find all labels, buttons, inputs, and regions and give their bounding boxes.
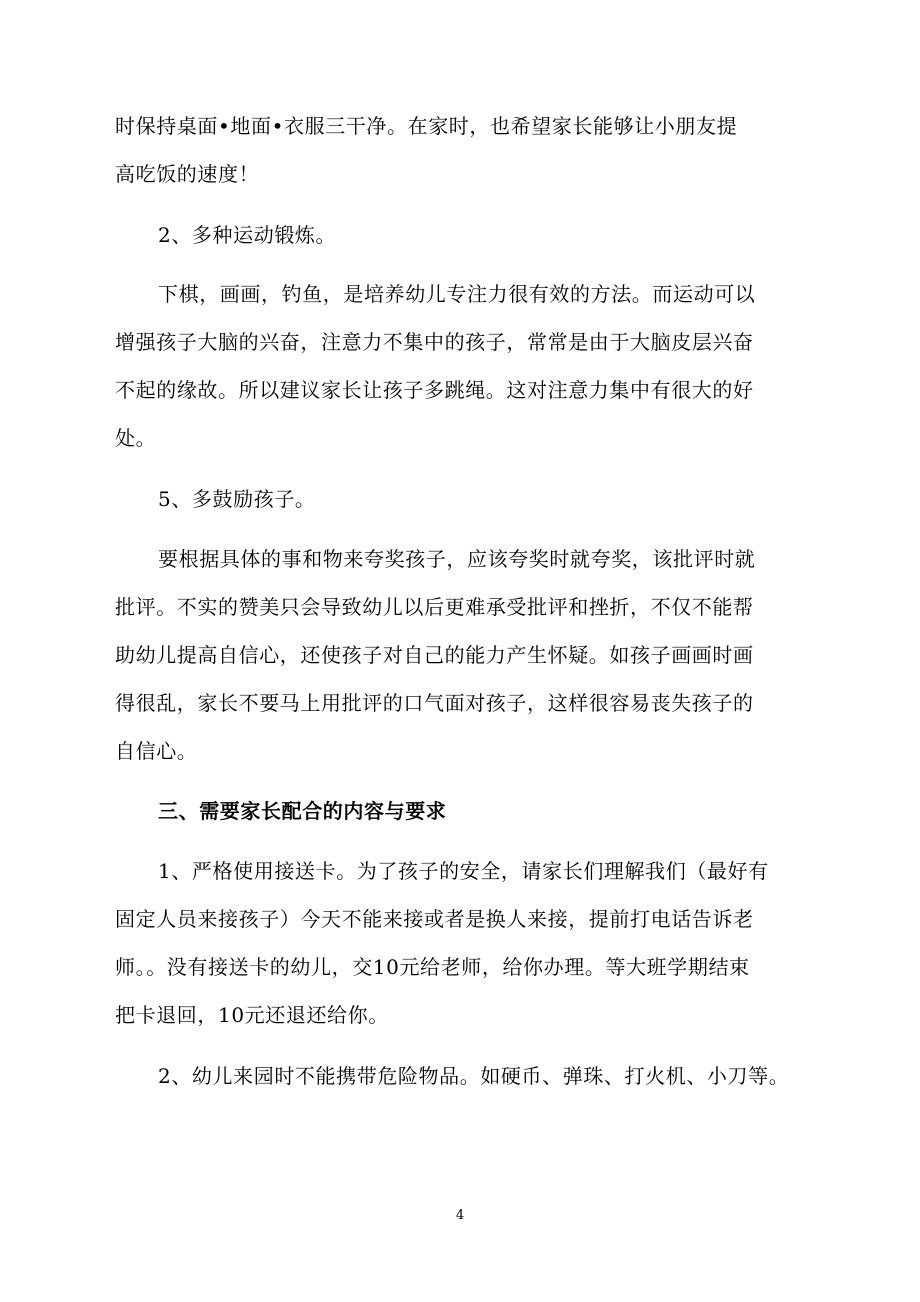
paragraph-line: 要根据具体的事和物来夸奖孩子，应该夸奖时就夸奖，该批评时就 — [158, 547, 756, 571]
paragraph-line: 1、严格使用接送卡。为了孩子的安全，请家长们理解我们（最好有 — [158, 859, 769, 883]
paragraph-line: 师。。没有接送卡的幼儿，交10元给老师，给你办理。等大班学期结束 — [115, 955, 750, 979]
paragraph-line: 下棋，画画，钓鱼，是培养幼儿专注力很有效的方法。而运动可以 — [158, 282, 756, 306]
paragraph-line: 不起的缘故。所以建议家长让孩子多跳绳。这对注意力集中有很大的好 — [115, 378, 754, 402]
section-heading: 三、需要家长配合的内容与要求 — [158, 799, 447, 823]
paragraph-line: 助幼儿提高自信心，还使孩子对自己的能力产生怀疑。如孩子画画时画 — [115, 643, 754, 667]
paragraph-line: 高吃饭的速度！ — [115, 162, 260, 186]
paragraph-line: 把卡退回，10元还退还给你。 — [115, 1003, 389, 1027]
paragraph-line: 得很乱，家长不要马上用批评的口气面对孩子，这样很容易丧失孩子的 — [115, 691, 754, 715]
paragraph-line: 处。 — [115, 426, 157, 450]
section-item-title: 2、多种运动锻炼。 — [158, 223, 337, 247]
paragraph-line: 批评。不实的赞美只会导致幼儿以后更难承受批评和挫折，不仅不能帮 — [115, 595, 754, 619]
section-item-title: 5、多鼓励孩子。 — [158, 487, 316, 511]
paragraph-line: 自信心。 — [115, 739, 198, 763]
paragraph-line: 增强孩子大脑的兴奋，注意力不集中的孩子，常常是由于大脑皮层兴奋 — [115, 330, 754, 354]
paragraph-line: 固定人员来接孩子）今天不能来接或者是换人来接，提前打电话告诉老 — [115, 907, 754, 931]
paragraph-line: 2、幼儿来园时不能携带危险物品。如硬币、弹珠、打火机、小刀等。 — [158, 1064, 790, 1088]
paragraph-line: 时保持桌面•地面•衣服三干净。在家时，也希望家长能够让小朋友提 — [115, 114, 738, 138]
page-number: 4 — [455, 1208, 465, 1223]
